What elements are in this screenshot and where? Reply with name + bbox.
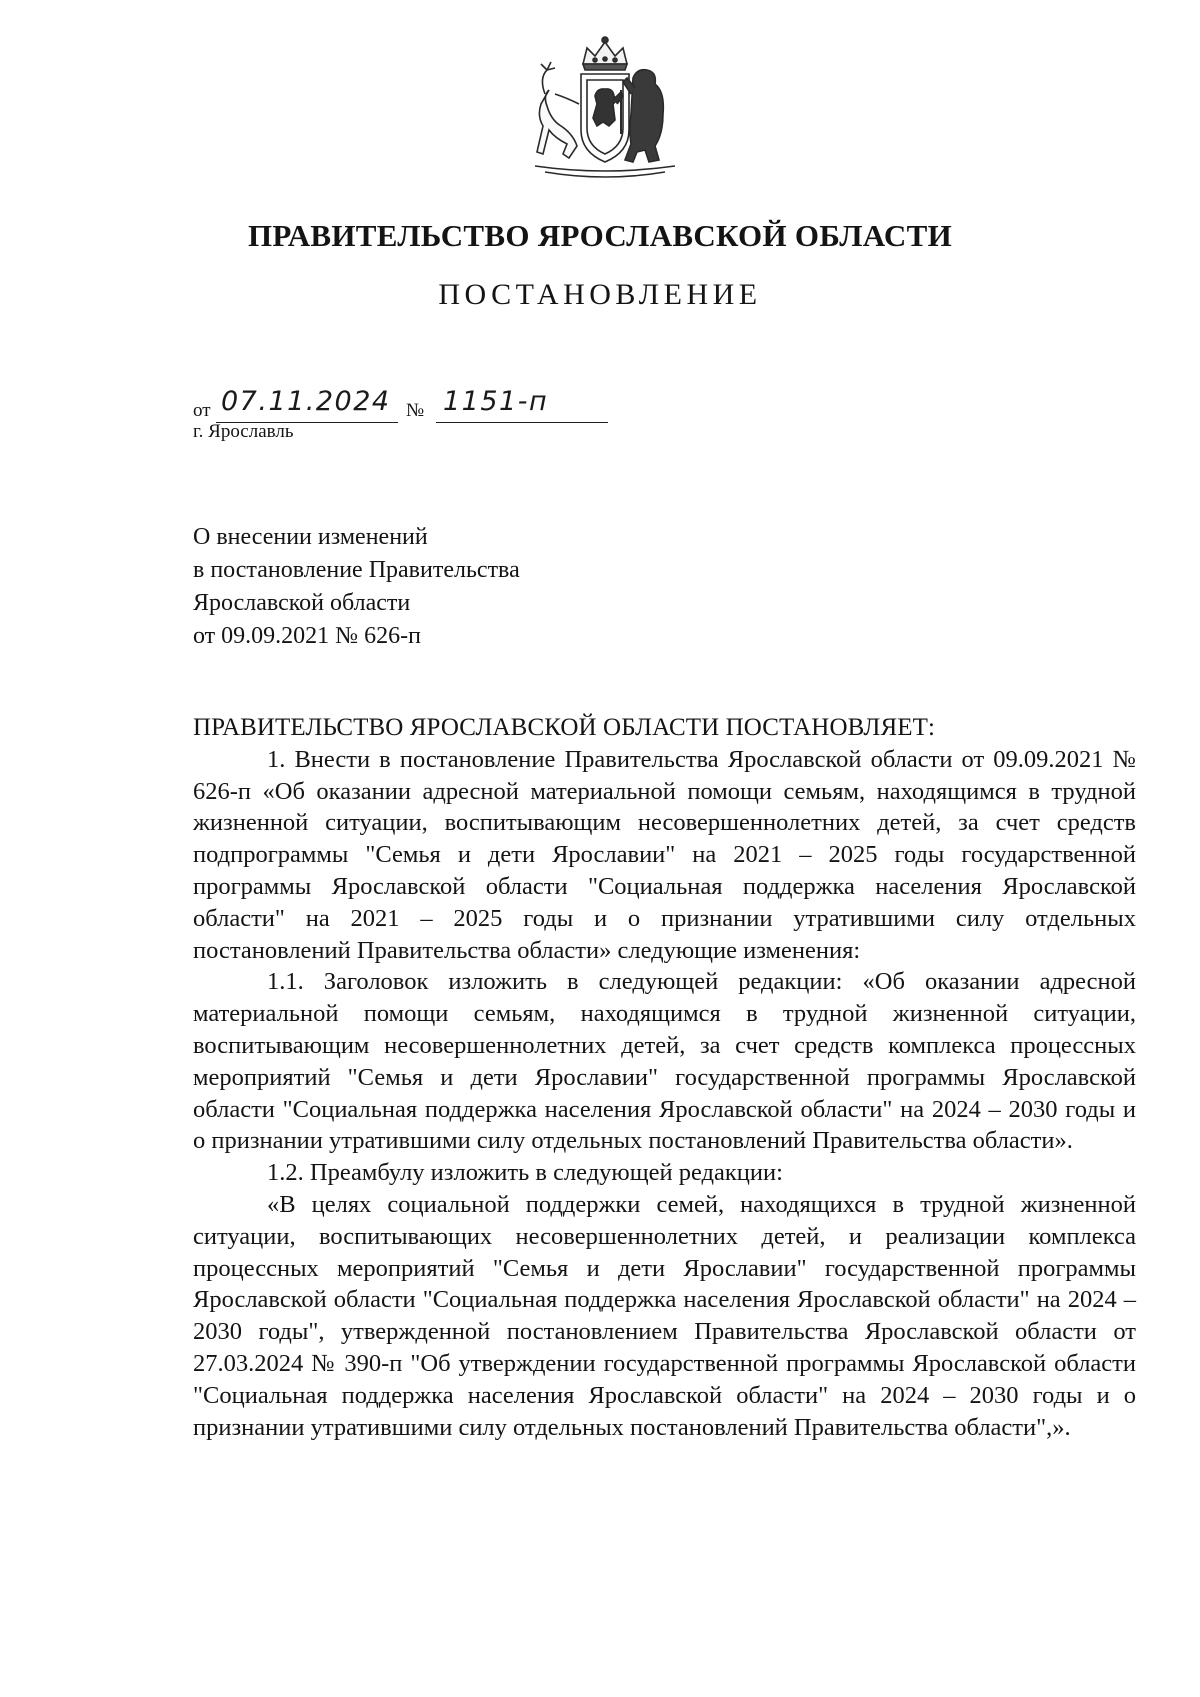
paragraph-1: 1. Внести в постановление Правительства Ярославской области от 09.09.2021 № 626-п «Об оказании адресной материальной помощи семьям, находящимся в трудной жизненной ситуации, воспитывающим несовершеннолетних детей, за счет средств подпрограммы "Семья и дети Ярославии" на 2021 – 2025 годы государственной программы Ярославской области "Социальная поддержка населения Ярославской области" на 2021 – 2025 годы и о признании утратившими силу отдельных постановлений Правительства области» следующие изменения:: [193, 745, 1136, 964]
coat-of-arms-icon: [525, 34, 685, 194]
subject-line: Ярославской области: [193, 590, 411, 616]
subject-line: О внесении изменений: [193, 524, 428, 550]
document-body: [193, 712, 1136, 1443]
handwritten-date: 07.11.2024: [221, 386, 391, 417]
document-type: ПОСТАНОВЛЕНИЕ: [438, 278, 762, 311]
number-prefix: №: [406, 400, 425, 421]
paragraph-preamble: «В целях социальной поддержки семей, находящихся в трудной жизненной ситуации, воспитывающих несовершеннолетних детей, и реализации комплекса процессных мероприятий "Семья и дети Ярославии" государственной программы Ярославской области "Социальная поддержка населения Ярославской области" на 2024 – 2030 годы", утвержденной постановлением Правительства Ярославской области от 27.03.2024 № 390-п "Об утверждении государственной программы Ярославской области "Социальная поддержка населения Ярославской области" на 2024 – 2030 годы и о признании утратившими силу отдельных постановлений Правительства области",».: [193, 1190, 1136, 1441]
registration-line: [193, 386, 613, 426]
city-label: г. Ярославль: [193, 421, 294, 442]
document-subject: [193, 521, 753, 653]
handwritten-number: 1151-п: [443, 386, 549, 417]
paragraph-1-1: 1.1. Заголовок изложить в следующей редакции: «Об оказании адресной материальной помощи семьям, находящимся в трудной жизненной ситуации, воспитывающим несовершеннолетних детей, за счет средств комплекса процессных мероприятий "Семья и дети Ярославии" государственной программы Ярославской области "Социальная поддержка населения Ярославской области" на 2024 – 2030 годы и о признании утратившими силу отдельных постановлений Правительства области».: [193, 968, 1136, 1155]
subject-line: от 09.09.2021 № 626-п: [193, 623, 421, 649]
subject-line: в постановление Правительства: [193, 557, 520, 583]
number-underline: [436, 422, 608, 423]
resolution-heading: ПРАВИТЕЛЬСТВО ЯРОСЛАВСКОЙ ОБЛАСТИ ПОСТАНОВЛЯЕТ:: [193, 714, 936, 741]
date-prefix: от: [193, 400, 211, 421]
paragraph-1-2: 1.2. Преамбулу изложить в следующей редакции:: [267, 1159, 783, 1187]
government-title: ПРАВИТЕЛЬСТВО ЯРОСЛАВСКОЙ ОБЛАСТИ: [248, 218, 952, 253]
